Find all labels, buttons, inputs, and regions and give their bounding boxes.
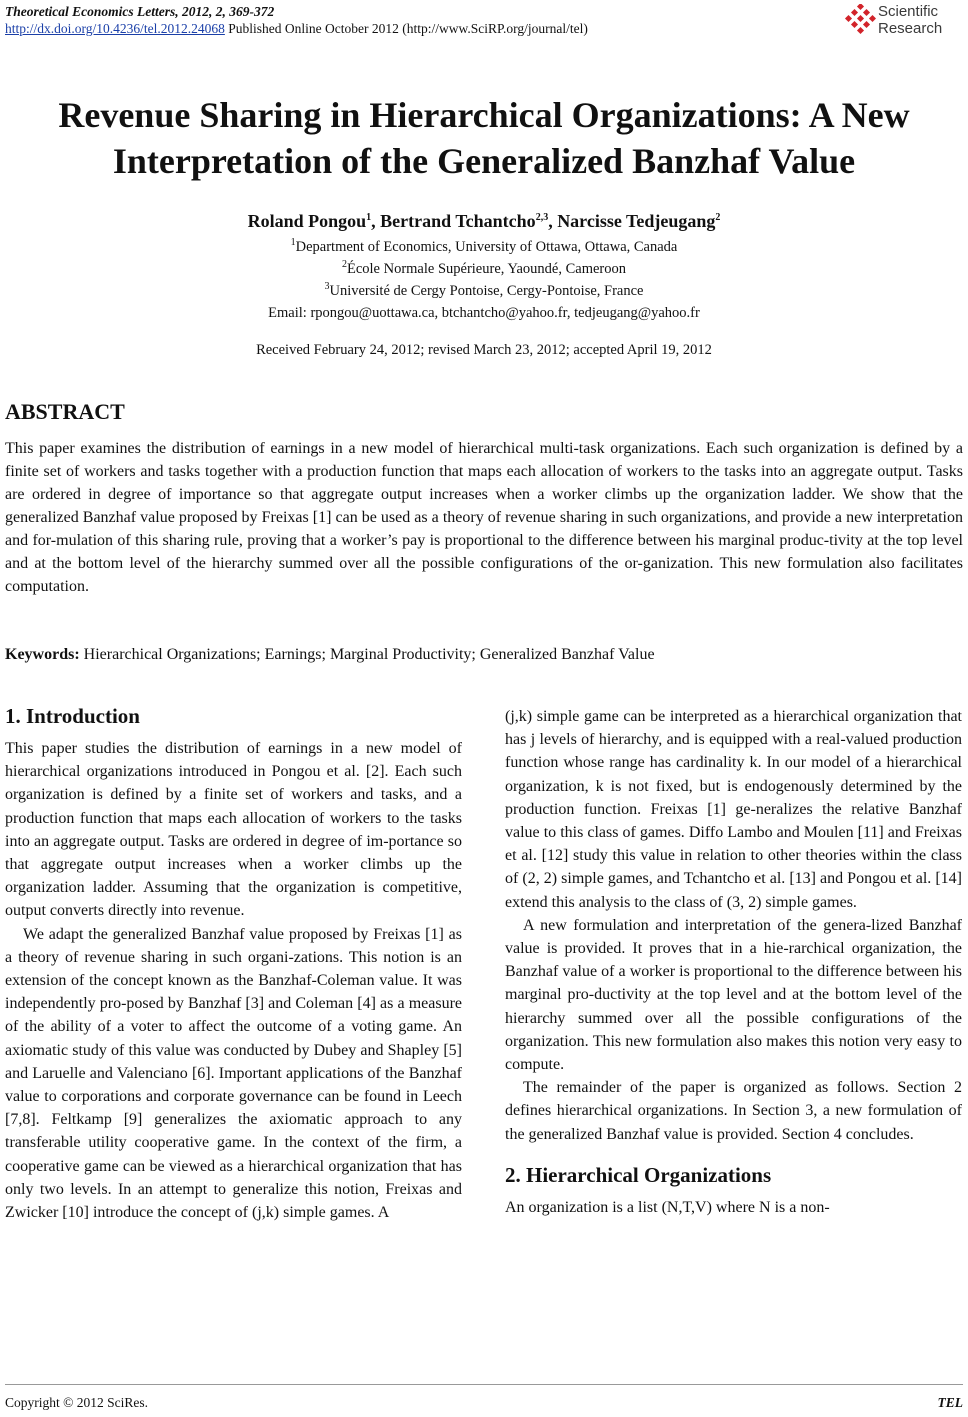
doi-link[interactable]: http://dx.doi.org/10.4236/tel.2012.24068 (5, 21, 225, 36)
section-2-paragraph-1: An organization is a list (N,T,V) where N is a non- (505, 1198, 830, 1216)
received-dates: Received February 24, 2012; revised March 23, 2012; accepted April 19, 2012 (256, 342, 712, 358)
publisher-logo-line1: Scientific (878, 3, 939, 20)
footer-rule (5, 1384, 963, 1385)
affiliation-3 (0, 280, 968, 302)
paper-title (0, 92, 968, 184)
author-1: Roland Pongou (247, 211, 367, 231)
section-2-heading: 2. Hierarchical Organizations (505, 1162, 772, 1187)
publisher-logo-icon (844, 4, 876, 38)
keywords-label: Keywords: (5, 646, 80, 663)
affiliation-1-text: Department of Economics, University of Ottawa, Ottawa, Canada (295, 239, 678, 255)
volume-pages: , 2012, 2, 369-372 (175, 4, 275, 19)
author-3: , Narcisse Tedjeugang (548, 211, 716, 231)
keywords (5, 646, 655, 664)
affiliation-2 (0, 258, 968, 280)
affiliation-1 (0, 236, 968, 258)
right-column (505, 705, 962, 1219)
intro-paragraph-2: We adapt the generalized Banzhaf value proposed by Freixas [1] as a theory of revenue sharing in such organi-zations. This notion is an extension of the concept known as the Banzhaf-Coleman value. It was independently pro-posed by Banzhaf [3] and Coleman [4] as a measure of the ability of a voter to affect the outcome of a voting game. An axiomatic study of this value was conducted by Dubey and Shapley [5] and Laruelle and Valenciano [6]. Important applications of the Banzhaf value to corporations and corporate governance can be found in Leech [7,8]. Feltkamp [9] generalizes the axiomatic approach to any transferable utility cooperative game. In the context of the firm, a cooperative game can be viewed as a hierarchical organization that has only two levels. In an attempt to generalize this notion, Freixas and Zwicker [10] introduce the concept of (j,k) simple games. A (5, 925, 462, 1222)
affiliation-2-sup: 2 (341, 259, 347, 271)
intro-paragraph-3: (j,k) simple game can be interpreted as a hierarchical organization that has j levels of hierarchy, and is equipped with a real-valued production function whose range has cardinality k. In our model of a hierarchical organization, k is not fixed, but is endogenously determined by the production function. Freixas [1] ge-neralizes the relative Banzhaf value to this class of games. Diffo Lambo and Moulen [11] and Freixas et al. [12] study this value in relation to other theories within the class of (2, 2) simple games, and Tchantcho et al. [13] and Pongou et al. [14] extend this analysis to the class of (3, 2) simple games. (505, 708, 962, 911)
email-line: Email: rpongou@uottawa.ca, btchantcho@yahoo.fr, tedjeugang@yahoo.fr (268, 305, 700, 321)
intro-paragraph-5: The remainder of the paper is organized as follows. Section 2 defines hierarchical organizations. In Section 3, a new formulation of the generalized Banzhaf value is provided. Section 4 concludes. (505, 1079, 962, 1143)
affiliation-2-text: École Normale Supérieure, Yaoundé, Cameroon (346, 261, 627, 277)
author-3-sup: 2 (715, 212, 721, 223)
journal-name: Theoretical Economics Letters (5, 4, 176, 19)
journal-header (5, 3, 588, 37)
affiliation-3-text: Université de Cergy Pontoise, Cergy-Pontoise, France (329, 283, 644, 299)
affiliation-1-sup: 1 (290, 237, 296, 249)
published-info: Published Online October 2012 (http://www.SciRP.org/journal/tel) (224, 21, 588, 36)
abstract-text: This paper examines the distribution of earnings in a new model of hierarchical multi-task organizations. Each such organization is defined by a finite set of workers and tasks together with a production function that maps each allocation of workers to the tasks into an aggregate output. Tasks are ordered in degree of importance so that aggregate output increases when a worker climbs up the organization ladder. We show that the generalized Banzhaf value proposed by Freixas [1] can be used as a theory of revenue sharing in such organizations, and provide a new interpretation and for-mulation of this sharing rule, proving that a worker’s pay is proportional to the difference between his marginal produc-tivity at the top level and at the bottom level of the hierarchy summed over all the possible configurations of the or-ganization. This new formulation also facilitates computation. (5, 440, 963, 595)
title-line-2: Interpretation of the Generalized Banzhaf Value (112, 141, 856, 181)
publisher-logo-text (878, 3, 942, 37)
author-list (0, 210, 968, 232)
journal-abbrev-footer: TEL (937, 1395, 963, 1410)
abstract-heading: ABSTRACT (5, 399, 125, 424)
intro-paragraph-1: This paper studies the distribution of earnings in a new model of hierarchical organizations introduced in Pongou et al. [2]. Each such organization is defined by a finite set of workers and tasks, and a production function that maps each allocation of workers to the tasks into an aggregate output. Tasks are ordered in degree of im-portance so that aggregate output increases when a worker climbs up the organization ladder. Assuming that the organization is competitive, output converts directly into revenue. (5, 740, 462, 920)
title-line-1: Revenue Sharing in Hierarchical Organizations: A New (58, 95, 910, 135)
section-1-heading: 1. Introduction (5, 704, 140, 728)
author-2-sup: 2,3 (535, 212, 549, 223)
left-column (5, 703, 462, 1224)
copyright-footer: Copyright © 2012 SciRes. (5, 1395, 149, 1410)
intro-paragraph-4: A new formulation and interpretation of the genera-lized Banzhaf value is provided. It proves that in a hie-rarchical organization, the Banzhaf value of a worker is proportional to the difference between his marginal pro-ductivity at the top level and at the bottom level of the hierarchy summed over all the possible configurations of the organization. This new formulation also makes this notion very easy to compute. (505, 916, 962, 1074)
publisher-logo (844, 2, 964, 42)
author-1-sup: 1 (366, 212, 372, 223)
affiliation-3-sup: 3 (324, 281, 330, 293)
author-2: , Bertrand Tchantcho (371, 211, 536, 231)
publisher-logo-line2: Research (878, 20, 943, 37)
keywords-text: Hierarchical Organizations; Earnings; Marginal Productivity; Generalized Banzhaf Value (79, 646, 655, 663)
